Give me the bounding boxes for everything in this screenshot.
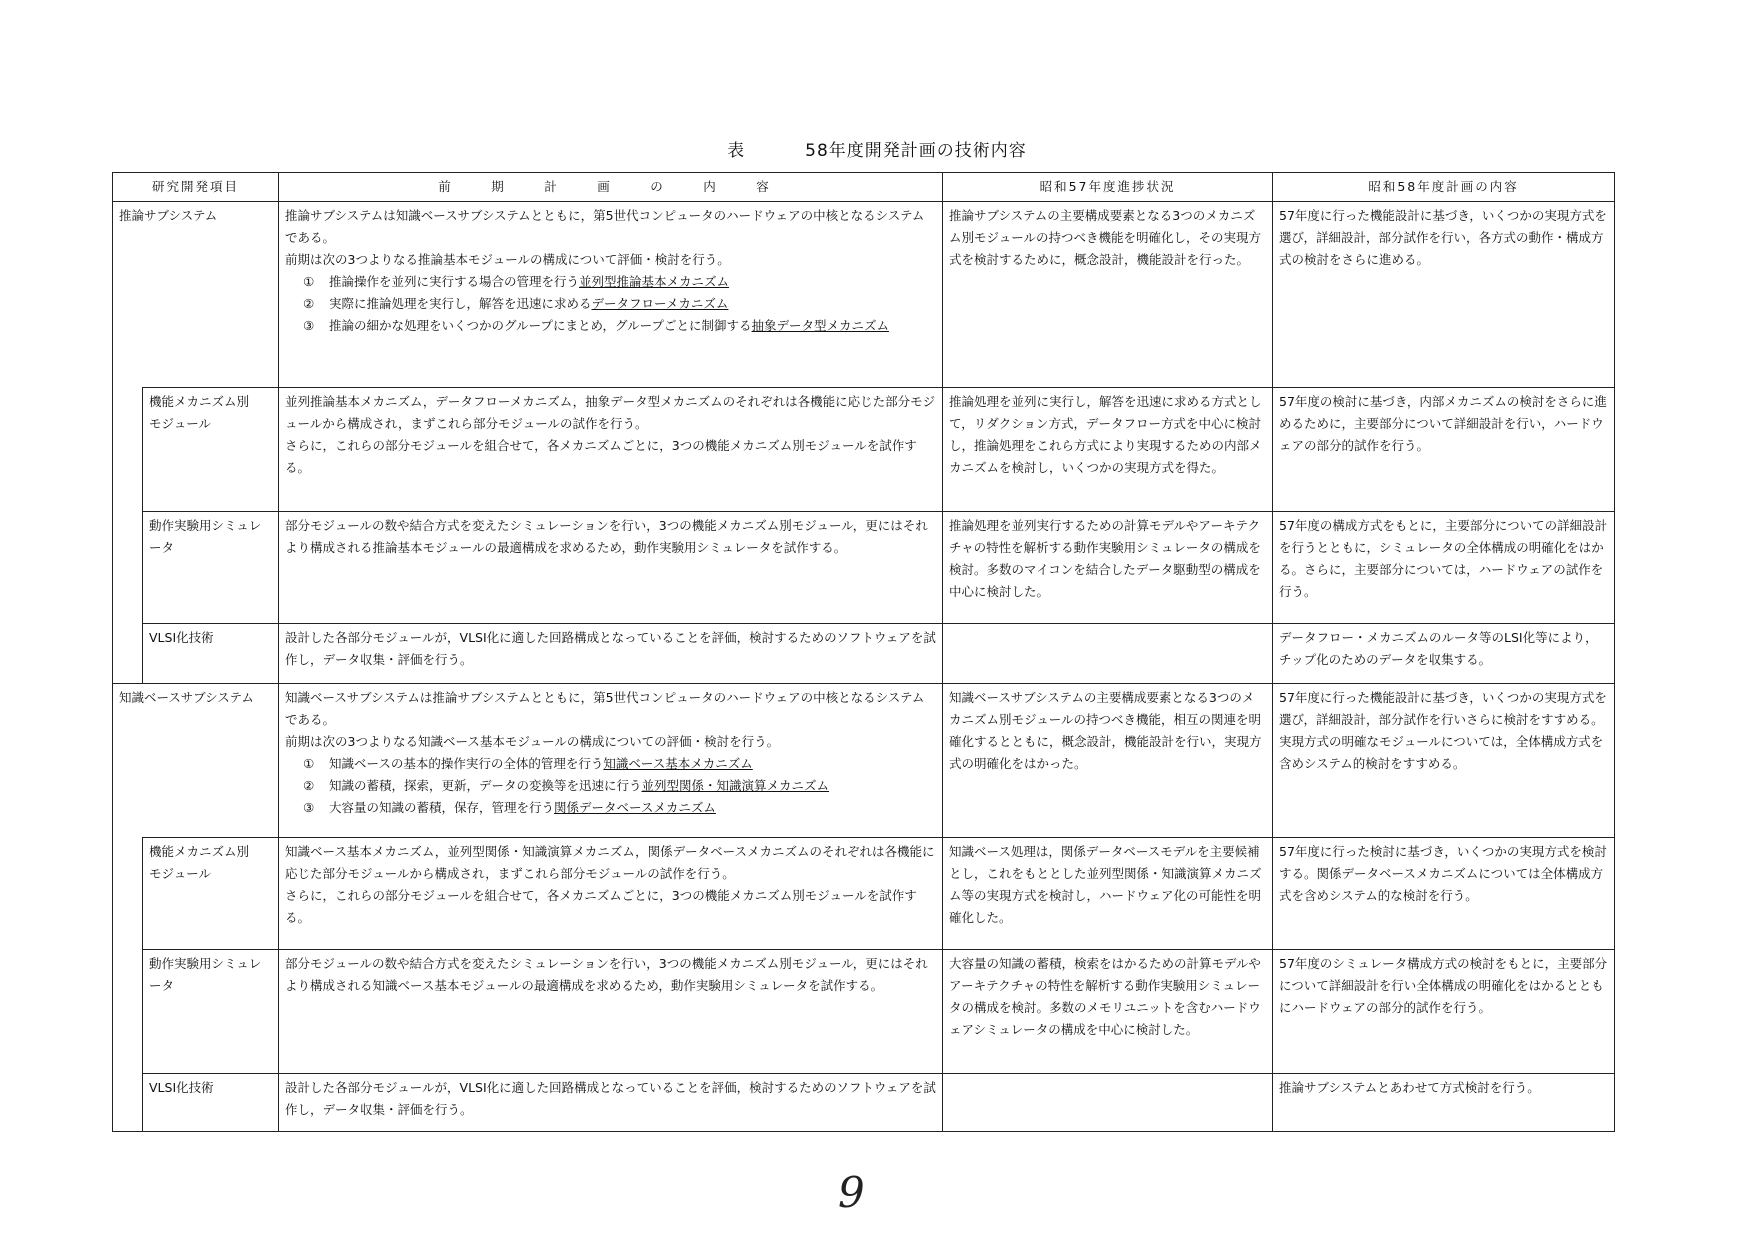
sub-item-label: VLSI化技術 <box>143 1074 279 1132</box>
plan-cell: 設計した各部分モジュールが，VLSI化に適した回路構成となっていることを評価，検討するためのソフトウェアを試作し，データ収集・評価を行う。 <box>279 624 943 684</box>
mechanism-item <box>303 775 936 797</box>
table-title-text: 58年度開発計画の技術内容 <box>805 141 1027 161</box>
sub-row <box>113 1074 1615 1132</box>
plan-cell: 並列推論基本メカニズム，データフローメカニズム，抽象データ型メカニズムのそれぞれは各機能に応じた部分モジュールから構成され，まずこれら部分モジュールの試作を行う。 さらに，これらの部分モジュールを組合せて，各メカニズムごとに，3つの機能メカニズム別モジュールを試作する。 <box>279 388 943 512</box>
mechanism-item <box>303 315 936 337</box>
sub-item-label: 動作実験用シミュレータ <box>143 950 279 1074</box>
mechanism-term: 並列型推論基本メカニズム <box>579 274 730 289</box>
bullet-mark: ① <box>303 274 315 289</box>
mechanism-item <box>303 271 936 293</box>
plan-cell: 部分モジュールの数や結合方式を変えたシミュレーションを行い，3つの機能メカニズム別モジュール，更にはそれより構成される推論基本モジュールの最適構成を求めるため，動作実験用シミュレータを試作する。 <box>279 512 943 624</box>
mechanism-text: 大容量の知識の蓄積，保存，管理を行う <box>329 800 555 815</box>
plan-58-cell: 57年度のシミュレータ構成方式の検討をもとに，主要部分について詳細設計を行い全体構成の明確化をはかるとともにハードウェアの部分的試作を行う。 <box>1273 950 1615 1074</box>
plan-58-cell: データフロー・メカニズムのルータ等のLSI化等により，チップ化のためのデータを収集する。 <box>1273 624 1615 684</box>
section-label: 推論サブシステム <box>113 202 279 388</box>
plan-58-cell: 57年度に行った機能設計に基づき，いくつかの実現方式を選び，詳細設計，部分試作を行いさらに検討をすすめる。実現方式の明確なモジュールについては，全体構成方式を含めシステム的検討をすすめる。 <box>1273 684 1615 838</box>
status-57-cell <box>943 1074 1273 1132</box>
status-57-cell: 大容量の知識の蓄積，検索をはかるための計算モデルやアーキテクチャの特性を解析する動作実験用シミュレータの構成を検討。多数のメモリユニットを含むハードウェアシミュレータの構成を中心に検討した。 <box>943 950 1273 1074</box>
bullet-mark: ② <box>303 296 315 311</box>
mechanism-item <box>303 293 936 315</box>
plan-cell <box>279 684 943 838</box>
sub-row <box>113 950 1615 1074</box>
mechanism-list <box>285 753 936 819</box>
mechanism-text: 推論操作を並列に実行する場合の管理を行う <box>329 274 580 289</box>
plan-58-cell: 57年度の構成方式をもとに，主要部分についての詳細設計を行うとともに，シミュレータの全体構成の明確化をはかる。さらに，主要部分については，ハードウェアの試作を行う。 <box>1273 512 1615 624</box>
bullet-mark: ③ <box>303 318 315 333</box>
plan-text: 推論サブシステムは知識ベースサブシステムとともに，第5世代コンピュータのハードウェアの中核となるシステムである。 前期は次の3つよりなる推論基本モジュールの構成について評価・検討を行う。 <box>285 208 925 267</box>
header-item: 研究開発項目 <box>113 173 279 202</box>
section-label: 知識ベースサブシステム <box>113 684 279 838</box>
mechanism-text: 知識ベースの基本的操作実行の全体的管理を行う <box>329 756 604 771</box>
sub-row <box>113 512 1615 624</box>
page-number: 9 <box>838 1168 865 1217</box>
plan-58-cell: 57年度に行った検討に基づき，いくつかの実現方式を検討する。関係データベースメカニズムについては全体構成方式を含めシステム的な検討を行う。 <box>1273 838 1615 950</box>
mechanism-text: 推論の細かな処理をいくつかのグループにまとめ，グループごとに制御する <box>329 318 752 333</box>
header-row <box>113 173 1615 202</box>
status-57-cell: 推論サブシステムの主要構成要素となる3つのメカニズム別モジュールの持つべき機能を明確化し，その実現方式を検討するために，概念設計，機能設計を行った。 <box>943 202 1273 388</box>
sub-row <box>113 838 1615 950</box>
mechanism-item <box>303 797 936 819</box>
status-57-cell <box>943 624 1273 684</box>
status-57-cell: 知識ベースサブシステムの主要構成要素となる3つのメカニズム別モジュールの持つべき機能，相互の関連を明確化するとともに，概念設計，機能設計を行い，実現方式の明確化をはかった。 <box>943 684 1273 838</box>
mechanism-term: 抽象データ型メカニズム <box>751 318 890 333</box>
plan-cell: 設計した各部分モジュールが，VLSI化に適した回路構成となっていることを評価，検討するためのソフトウェアを試作し，データ収集・評価を行う。 <box>279 1074 943 1132</box>
bullet-mark: ② <box>303 778 315 793</box>
bullet-mark: ① <box>303 756 315 771</box>
mechanism-text: 知識の蓄積，探索，更新，データの変換等を迅速に行う <box>329 778 642 793</box>
plan-text: 知識ベースサブシステムは推論サブシステムとともに，第5世代コンピュータのハードウェアの中核となるシステムである。 前期は次の3つよりなる知識ベース基本モジュールの構成についての評価・検討を行う。 <box>285 690 925 749</box>
mechanism-list <box>285 271 936 337</box>
plan-table <box>112 172 1615 1132</box>
mechanism-text: 実際に推論処理を実行し，解答を迅速に求める <box>329 296 592 311</box>
bullet-mark: ③ <box>303 800 315 815</box>
status-57-cell: 知識ベース処理は，関係データベースモデルを主要候補とし，これをもととした並列型関係・知識演算メカニズム等の実現方式を検討し，ハードウェア化の可能性を明確化した。 <box>943 838 1273 950</box>
sub-row <box>113 388 1615 512</box>
table-title <box>0 136 1754 161</box>
header-plan: 前 期 計 画 の 内 容 <box>279 173 943 202</box>
sub-item-label: 機能メカニズム別 モジュール <box>143 838 279 950</box>
sub-row <box>113 624 1615 684</box>
plan-cell: 部分モジュールの数や結合方式を変えたシミュレーションを行い，3つの機能メカニズム別モジュール，更にはそれより構成される知識ベース基本モジュールの最適構成を求めるため，動作実験用シミュレータを試作する。 <box>279 950 943 1074</box>
section-row <box>113 684 1615 838</box>
plan-cell: 知識ベース基本メカニズム，並列型関係・知識演算メカニズム，関係データベースメカニズムのそれぞれは各機能に応じた部分モジュールから構成され，まずこれら部分モジュールの試作を行う。 さらに，これらの部分モジュールを組合せて，各メカニズムごとに，3つの機能メカニズム別モジュールを試作する。 <box>279 838 943 950</box>
table-title-prefix: 表 <box>727 141 746 161</box>
plan-cell <box>279 202 943 388</box>
mechanism-item <box>303 753 936 775</box>
mechanism-term: データフローメカニズム <box>591 296 729 311</box>
plan-58-cell: 57年度に行った機能設計に基づき，いくつかの実現方式を選び，詳細設計，部分試作を行い，各方式の動作・構成方式の検討をさらに進める。 <box>1273 202 1615 388</box>
mechanism-term: 関係データベースメカニズム <box>554 800 716 815</box>
header-plan-58: 昭和58年度計画の内容 <box>1273 173 1615 202</box>
plan-58-cell: 57年度の検討に基づき，内部メカニズムの検討をさらに進めるために，主要部分について詳細設計を行い，ハードウェアの部分的試作を行う。 <box>1273 388 1615 512</box>
sub-item-label: VLSI化技術 <box>143 624 279 684</box>
section-row <box>113 202 1615 388</box>
plan-table-wrapper <box>112 172 1614 1132</box>
status-57-cell: 推論処理を並列実行するための計算モデルやアーキテクチャの特性を解析する動作実験用シミュレータの構成を検討。多数のマイコンを結合したデータ駆動型の構成を中心に検討した。 <box>943 512 1273 624</box>
plan-58-cell: 推論サブシステムとあわせて方式検討を行う。 <box>1273 1074 1615 1132</box>
sub-item-label: 機能メカニズム別 モジュール <box>143 388 279 512</box>
mechanism-term: 並列型関係・知識演算メカニズム <box>641 778 830 793</box>
sub-item-label: 動作実験用シミュレータ <box>143 512 279 624</box>
status-57-cell: 推論処理を並列に実行し，解答を迅速に求める方式として，リダクション方式，データフロー方式を中心に検討し，推論処理をこれら方式により実現するための内部メカニズムを検討し，いくつかの実現方式を得た。 <box>943 388 1273 512</box>
header-status-57: 昭和57年度進捗状況 <box>943 173 1273 202</box>
mechanism-term: 知識ベース基本メカニズム <box>603 756 753 771</box>
